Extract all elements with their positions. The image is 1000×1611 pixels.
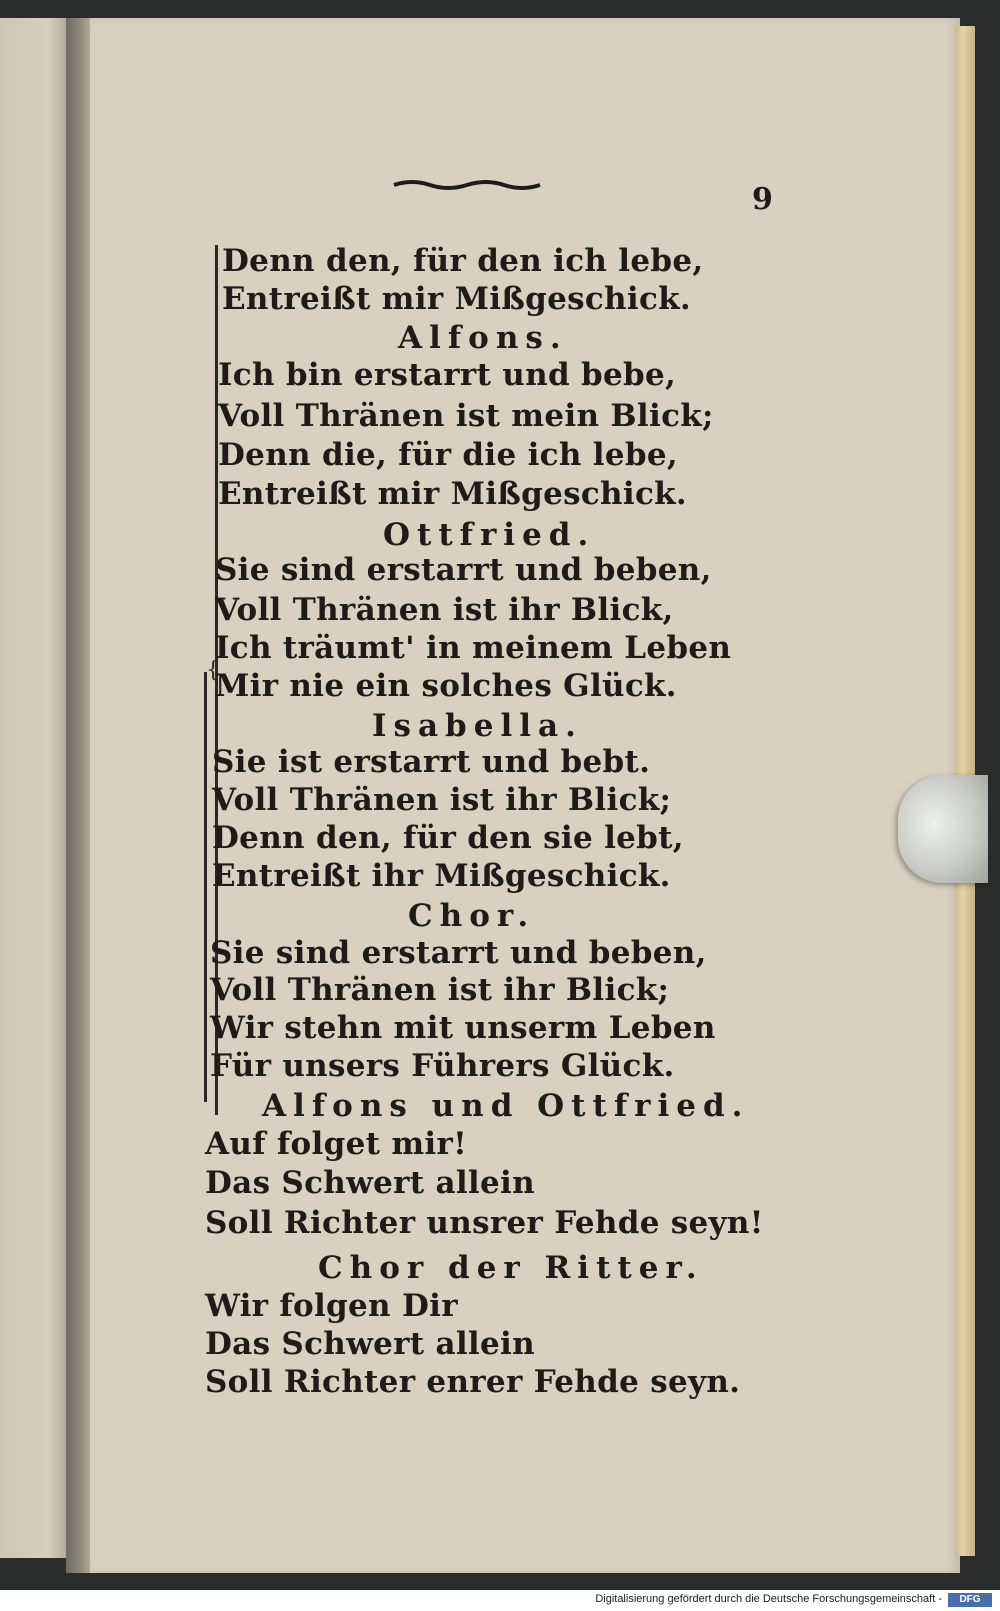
verse-line: Denn den, für den ich lebe,: [222, 243, 704, 279]
page-number: 9: [752, 182, 773, 217]
speaker-name: Alfons und Ottfried.: [262, 1088, 750, 1124]
verse-line: Denn die, für die ich lebe,: [218, 437, 678, 473]
verse-line: Sie sind erstarrt und beben,: [210, 935, 707, 971]
verse-line: Das Schwert allein: [205, 1165, 535, 1201]
verse-line: Ich träumt' in meinem Leben: [215, 630, 732, 666]
verse-line: Wir folgen Dir: [205, 1288, 458, 1324]
speaker-name: Ottfried.: [383, 517, 596, 553]
verse-line: Entreißt mir Mißgeschick.: [222, 281, 692, 317]
verse-line: Mir nie ein solches Glück.: [215, 668, 677, 704]
verse-line: Denn den, für den sie lebt,: [212, 820, 684, 856]
verse-line: Voll Thränen ist ihr Blick;: [210, 972, 670, 1008]
footer-credit: Digitalisierung gefördert durch die Deutsche Forschungsgemeinschaft -: [595, 1593, 942, 1605]
verse-line: Auf folget mir!: [205, 1126, 468, 1162]
book-clip: [898, 775, 988, 883]
verse-line: Sie ist erstarrt und bebt.: [212, 744, 651, 780]
speaker-name: Alfons.: [398, 320, 568, 356]
verse-line: Voll Thränen ist mein Blick;: [218, 398, 714, 434]
verse-line: Entreißt mir Mißgeschick.: [218, 476, 688, 512]
verse-line: Voll Thränen ist ihr Blick;: [212, 782, 672, 818]
verse-line: Sie sind erstarrt und beben,: [215, 552, 712, 588]
verse-line: Voll Thränen ist ihr Blick,: [215, 592, 674, 628]
verse-line: Soll Richter unsrer Fehde seyn!: [205, 1205, 764, 1241]
ornament-rule: [392, 177, 542, 193]
speaker-name: Chor.: [408, 898, 536, 934]
margin-bracket-lower: [204, 672, 207, 1102]
speaker-name: Chor der Ritter.: [318, 1250, 704, 1286]
verse-line: Entreißt ihr Mißgeschick.: [212, 858, 671, 894]
left-page-edge: [0, 18, 70, 1558]
verse-line: Für unsers Führers Glück.: [210, 1048, 675, 1084]
brace-mark: {: [206, 658, 220, 683]
verse-line: Ich bin erstarrt und bebe,: [218, 357, 677, 393]
footer-bar: [0, 1590, 1000, 1611]
verse-line: Wir stehn mit unserm Leben: [210, 1010, 716, 1046]
verse-line: Soll Richter enrer Fehde seyn.: [205, 1364, 741, 1400]
verse-line: Das Schwert allein: [205, 1326, 535, 1362]
dfg-logo: DFG: [948, 1593, 992, 1607]
speaker-name: Isabella.: [372, 708, 583, 744]
